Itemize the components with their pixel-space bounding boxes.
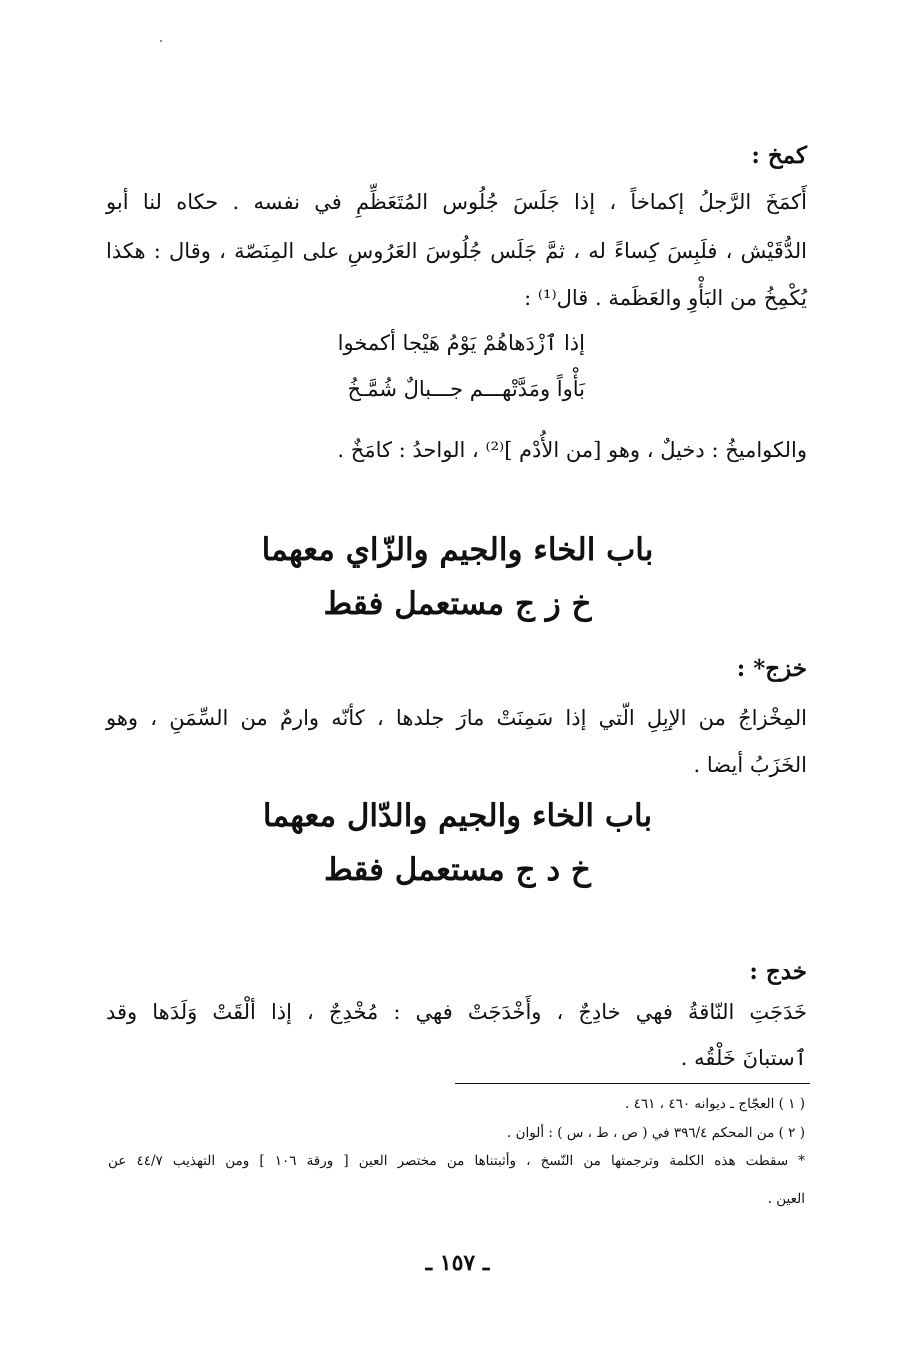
entry-headword-khazj: خزج* :	[736, 655, 807, 682]
entry-khazj-line-1: المِخْزاجُ من الإبِلِ الّتي إذا سَمِنَتْ مارَ جلدها ، كأنّه وارمٌ من السِّمَنِ ، وهو	[106, 706, 807, 730]
chapter-subtitle-2: خ د ج مستعمل فقط	[324, 852, 591, 888]
chapter-title-2: باب الخاء والجيم والدّال معهما	[262, 798, 653, 834]
verse-line-2: بَأْواً ومَدَّتْهـــم جـــبالٌ شُمَّـخُ	[347, 377, 585, 401]
entry-kamkh-closing: والكواميخُ : دخيلٌ ، وهو [من الأُدْم ]⁽²⁾ ، الواحدُ : كامَخٌ .	[337, 438, 807, 462]
footnote-rule	[455, 1083, 810, 1084]
entry-headword-khadj: خدج :	[749, 958, 807, 985]
entry-headword-kamkh: كمخ :	[751, 142, 807, 169]
entry-khadj-line-2: ٱستبانَ خَلْقُه .	[680, 1046, 807, 1070]
entry-kamkh-line-1: أَكمَخَ الرَّجلُ إكماخاً ، إذا جَلَسَ جُلُوس المُتَعَظِّمِ في نفسه . حكاه لنا أبو	[106, 190, 807, 214]
footnote-star-line-2: العين .	[767, 1191, 805, 1207]
footnote-1: ( ١ ) العجّاج ـ ديوانه ٤٦٠ ، ٤٦١ .	[625, 1096, 805, 1112]
verse-line-1: إذا ٱزْدَهاهُمْ يَوْمُ هَيْجا أكمخوا	[337, 331, 585, 355]
footnote-2: ( ٢ ) من المحكم ٣٩٦/٤ في ( ص ، ط ، س ) : ألوان .	[507, 1125, 805, 1141]
footnote-star-line-1: * سقطت هذه الكلمة وترجمتها من النّسخ ، وأثبتناها من مختصر العين [ ورقة ١٠٦ ] ومن التهذيب ٤٤/٧ عن	[108, 1153, 805, 1169]
chapter-title-1: باب الخاء والجيم والزّاي معهما	[261, 532, 654, 568]
entry-kamkh-line-3: يُكْمِخُ من البَأْوِ والعَظَمة . قال⁽¹⁾ :	[524, 286, 807, 310]
chapter-subtitle-1: خ ز ج مستعمل فقط	[323, 586, 592, 622]
entry-khadj-line-1: خَدَجَتِ النّاقةُ فهي خادِجٌ ، وأَخْدَجَتْ فهي : مُخْدِجٌ ، إذا ألْقَتْ وَلَدَها وقد	[106, 1000, 807, 1024]
scan-speck	[160, 40, 162, 42]
entry-khazj-line-2: الخَزَبُ أيضا .	[693, 753, 807, 777]
entry-kamkh-line-2: الدُّقَيْش ، فلَبِسَ كِساءً له ، ثمَّ جَلَس جُلُوسَ العَرُوسِ على المِنَصّة ، وقال : هكذا	[106, 239, 807, 263]
page-number: ـ ١٥٧ ـ	[425, 1250, 490, 1276]
